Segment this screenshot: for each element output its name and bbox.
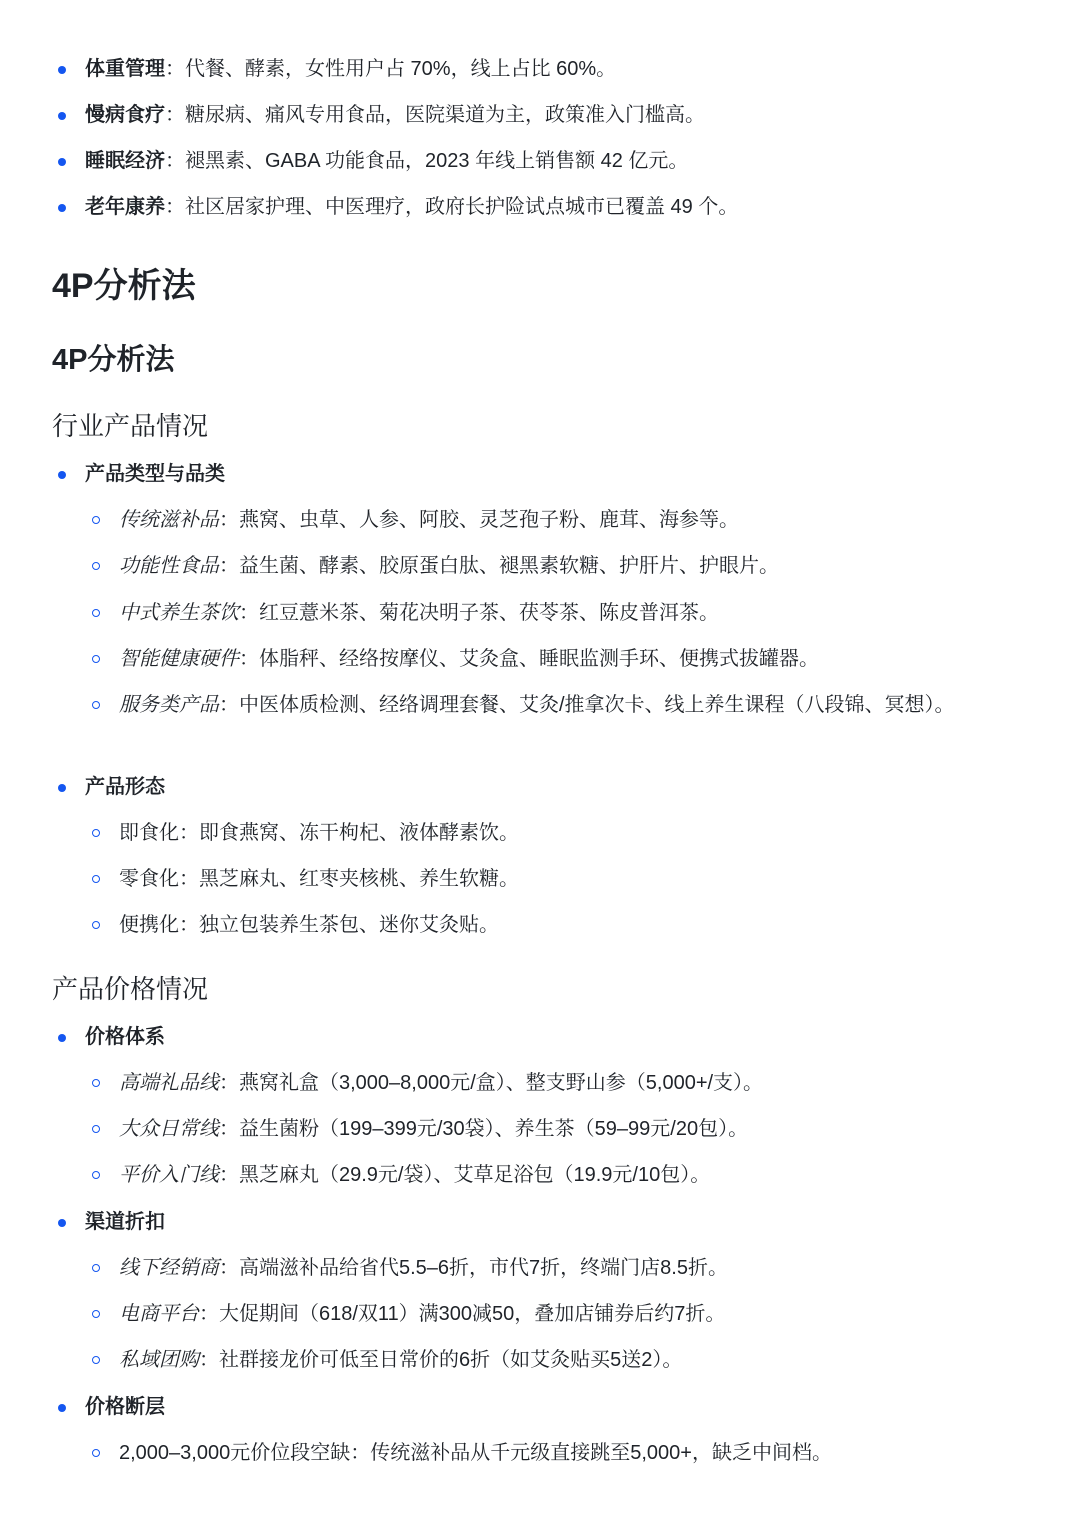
bullet-dot-icon xyxy=(58,158,66,166)
section-title-products: 行业产品情况 xyxy=(52,411,209,441)
bullet-ring-icon xyxy=(92,1171,100,1179)
bullet-ring-icon xyxy=(92,562,100,570)
item-lead: 传统滋补品 xyxy=(119,509,219,531)
bullet-ring-icon xyxy=(92,1125,100,1133)
item-body: ：体脂秤、经络按摩仪、艾灸盒、睡眠监测手环、便携式拔罐器。 xyxy=(239,648,819,670)
item-body: ：社区居家护理、中医理疗，政府长护险试点城市已覆盖 49 个。 xyxy=(165,196,739,218)
item-body: ：高端滋补品给省代5.5–6折，市代7折，终端门店8.5折。 xyxy=(219,1257,728,1279)
bullet-dot-icon xyxy=(58,1034,66,1042)
item-body: 零食化：黑芝麻丸、红枣夹核桃、养生软糖。 xyxy=(119,868,519,890)
bullet-ring-icon xyxy=(92,1079,100,1087)
bullet-dot-icon xyxy=(58,1219,66,1227)
group-label: 渠道折扣 xyxy=(85,1211,165,1233)
bullet-ring-icon xyxy=(92,1264,100,1272)
item-body: ：大促期间（618/双11）满300减50，叠加店铺券后约7折。 xyxy=(199,1303,726,1325)
item-body: 便携化：独立包装养生茶包、迷你艾灸贴。 xyxy=(119,914,499,936)
item-lead: 平价入门线 xyxy=(119,1164,219,1186)
item-lead: 睡眠经济 xyxy=(85,150,165,172)
group-label: 产品形态 xyxy=(85,776,165,798)
bullet-ring-icon xyxy=(92,1310,100,1318)
bullet-dot-icon xyxy=(58,471,66,479)
group-label: 价格体系 xyxy=(85,1026,165,1048)
bullet-ring-icon xyxy=(92,701,100,709)
item-lead: 智能健康硬件 xyxy=(119,648,239,670)
item-body: ：红豆薏米茶、菊花决明子茶、茯苓茶、陈皮普洱茶。 xyxy=(239,602,719,624)
bullet-ring-icon xyxy=(92,655,100,663)
item-body: 2,000–3,000元价位段空缺：传统滋补品从千元级直接跳至5,000+，缺乏中间档。 xyxy=(119,1442,832,1464)
item-body: ：中医体质检测、经络调理套餐、艾灸/推拿次卡、线上养生课程（八段锦、冥想）。 xyxy=(219,694,955,716)
item-lead: 慢病食疗 xyxy=(85,104,165,126)
section-title-price: 产品价格情况 xyxy=(52,974,209,1004)
item-lead: 服务类产品 xyxy=(119,694,219,716)
item-lead: 功能性食品 xyxy=(119,555,219,577)
item-body: ：燕窝礼盒（3,000–8,000元/盒）、整支野山参（5,000+/支）。 xyxy=(219,1072,764,1094)
bullet-dot-icon xyxy=(58,112,66,120)
bullet-ring-icon xyxy=(92,1449,100,1457)
item-lead: 中式养生茶饮 xyxy=(119,602,239,624)
item-body: ：益生菌、酵素、胶原蛋白肽、褪黑素软糖、护肝片、护眼片。 xyxy=(219,555,779,577)
item-body: ：燕窝、虫草、人参、阿胶、灵芝孢子粉、鹿茸、海参等。 xyxy=(219,509,739,531)
bullet-ring-icon xyxy=(92,921,100,929)
item-body: ：代餐、酵素，女性用户占 70%，线上占比 60%。 xyxy=(165,58,617,80)
item-body: ：糖尿病、痛风专用食品，医院渠道为主，政策准入门槛高。 xyxy=(165,104,705,126)
item-lead: 高端礼品线 xyxy=(119,1072,219,1094)
item-lead: 体重管理 xyxy=(85,58,165,80)
item-body: ：益生菌粉（199–399元/30袋）、养生茶（59–99元/20包）。 xyxy=(219,1118,749,1140)
bullet-dot-icon xyxy=(58,204,66,212)
bullet-ring-icon xyxy=(92,829,100,837)
bullet-ring-icon xyxy=(92,609,100,617)
bullet-ring-icon xyxy=(92,1356,100,1364)
heading-sub: 4P分析法 xyxy=(52,344,175,376)
item-lead: 大众日常线 xyxy=(119,1118,219,1140)
bullet-dot-icon xyxy=(58,66,66,74)
item-body: ：社群接龙价可低至日常价的6折（如艾灸贴买5送2）。 xyxy=(199,1349,683,1371)
item-lead: 电商平台 xyxy=(119,1303,199,1325)
item-lead: 私域团购 xyxy=(119,1349,199,1371)
bullet-dot-icon xyxy=(58,784,66,792)
item-body: ：褪黑素、GABA 功能食品，2023 年线上销售额 42 亿元。 xyxy=(165,150,689,172)
item-body: ：黑芝麻丸（29.9元/袋）、艾草足浴包（19.9元/10包）。 xyxy=(219,1164,711,1186)
bullet-ring-icon xyxy=(92,516,100,524)
group-label: 产品类型与品类 xyxy=(85,463,225,485)
item-lead: 老年康养 xyxy=(85,196,165,218)
item-lead: 线下经销商 xyxy=(119,1257,219,1279)
item-body: 即食化：即食燕窝、冻干枸杞、液体酵素饮。 xyxy=(119,822,519,844)
heading-main: 4P分析法 xyxy=(52,267,196,305)
bullet-dot-icon xyxy=(58,1404,66,1412)
group-label: 价格断层 xyxy=(85,1396,165,1418)
bullet-ring-icon xyxy=(92,875,100,883)
